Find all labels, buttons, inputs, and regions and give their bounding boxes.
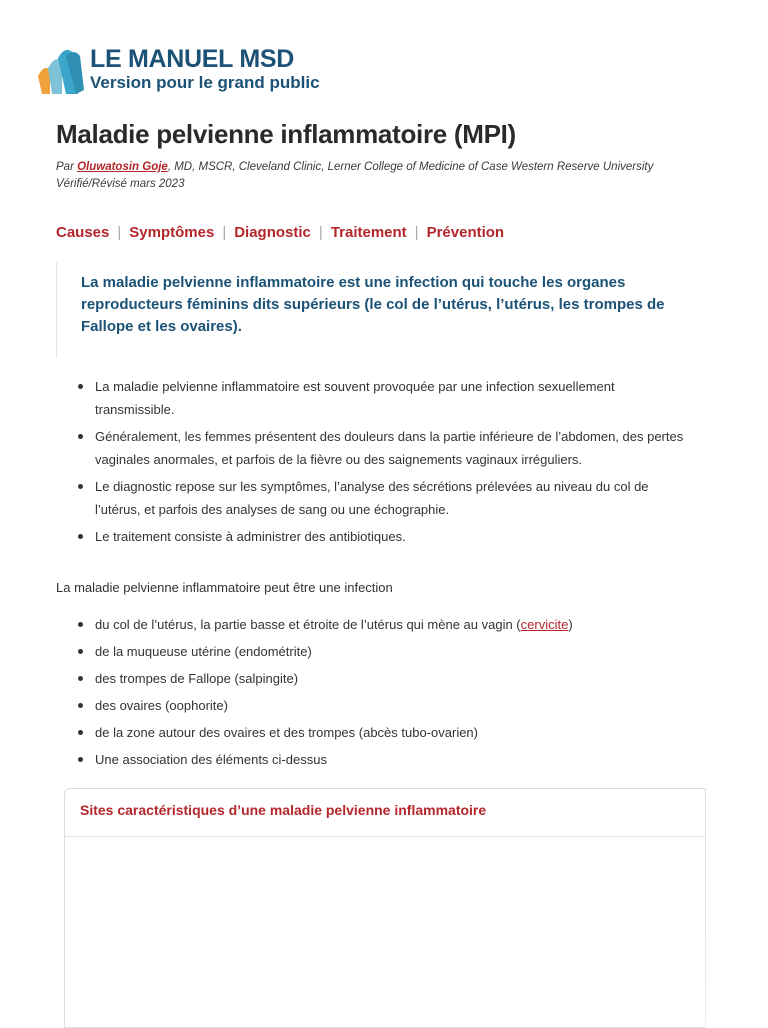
figure-box: [64, 788, 706, 1028]
list-item: Le traitement consiste à administrer des antibiotiques.: [76, 525, 696, 548]
list-item: de la muqueuse utérine (endométrite): [76, 640, 696, 663]
infection-intro: La maladie pelvienne inflammatoire peut être une infection: [56, 580, 393, 595]
nav-separator: |: [414, 224, 419, 241]
nav-separator: |: [318, 224, 323, 241]
list-item: Une association des éléments ci-dessus: [76, 748, 696, 771]
list-item: [76, 613, 696, 636]
cervicite-link[interactable]: cervicite: [520, 617, 569, 632]
figure-title[interactable]: Sites caractéristiques d’une maladie pelvienne inflammatoire: [65, 789, 706, 837]
section-nav: [56, 221, 504, 245]
summary-box: [56, 262, 696, 358]
list-item: Le diagnostic repose sur les symptômes, l’analyse des sécrétions prélevées au niveau du col de l’utérus, et parfois des analyses de sang ou une échographie.: [76, 475, 696, 521]
nav-link-causes[interactable]: Causes: [56, 224, 110, 241]
infection-sites-list: [76, 613, 696, 775]
nav-separator: |: [222, 224, 227, 241]
list-item: des trompes de Fallope (salpingite): [76, 667, 696, 690]
nav-link-diagnostic[interactable]: Diagnostic: [234, 224, 311, 241]
nav-separator: |: [117, 224, 122, 241]
list-item: des ovaires (oophorite): [76, 694, 696, 717]
list-item-text: ): [568, 617, 573, 632]
list-item: Généralement, les femmes présentent des douleurs dans la partie inférieure de l’abdomen, des pertes vaginales anormales, et parfois de la fièvre ou des saignements vaginaux irréguliers.: [76, 425, 696, 471]
list-item: de la zone autour des ovaires et des trompes (abcès tubo-ovarien): [76, 721, 696, 744]
reviewed-date: Vérifié/Révisé mars 2023: [56, 178, 185, 190]
list-item: La maladie pelvienne inflammatoire est souvent provoquée par une infection sexuellement transmissible.: [76, 375, 696, 421]
msd-logo-icon[interactable]: [36, 46, 86, 96]
author-details: , MD, MSCR, Cleveland Clinic, Lerner College of Medicine of Case Western Reserve University: [167, 161, 654, 173]
list-item-text: du col de l’utérus, la partie basse et étroite de l’utérus qui mène au vagin (: [95, 617, 521, 632]
figure-border: [705, 789, 706, 1027]
key-points-list: [76, 375, 696, 552]
nav-link-traitement[interactable]: Traitement: [330, 224, 407, 241]
brand-subtitle[interactable]: Version pour le grand public: [90, 73, 320, 92]
page-title: Maladie pelvienne inflammatoire (MPI): [56, 119, 516, 149]
byline-prefix: Par: [56, 161, 78, 173]
brand-title[interactable]: LE MANUEL MSD: [90, 45, 294, 73]
nav-link-symptomes[interactable]: Symptômes: [129, 224, 215, 241]
summary-text: La maladie pelvienne inflammatoire est une infection qui touche les organes reproducteurs féminins dits supérieurs (le col de l’utérus, l’utérus, les trompes de Fallope et les ovaires).: [81, 274, 665, 335]
author-link[interactable]: Oluwatosin Goje: [77, 161, 168, 173]
byline: [56, 159, 726, 193]
nav-link-prevention[interactable]: Prévention: [426, 224, 505, 241]
